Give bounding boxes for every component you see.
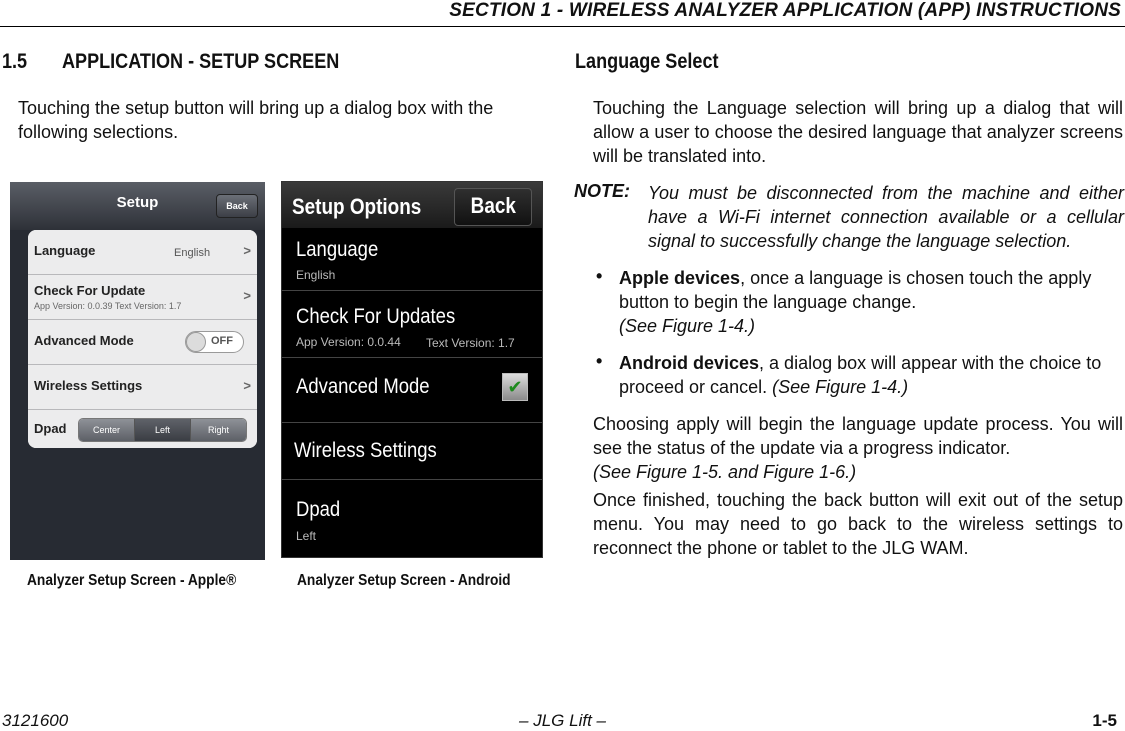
apple-dpad-row — [28, 410, 257, 448]
apple-language-label: Language — [34, 243, 96, 258]
apple-setup-screenshot — [10, 182, 265, 560]
apple-settings-panel — [28, 230, 257, 448]
bullet-apple-bold: Apple devices — [619, 268, 741, 288]
android-update-item[interactable] — [282, 291, 542, 358]
footer-page-number: 1-5 — [1092, 711, 1117, 730]
apple-advanced-toggle[interactable] — [185, 331, 244, 353]
apple-language-row[interactable] — [28, 230, 257, 275]
android-back-label: Back — [470, 193, 516, 218]
apple-back-button[interactable]: Back — [216, 194, 258, 218]
chevron-right-icon: > — [243, 243, 251, 258]
check-icon[interactable]: ✔ — [502, 373, 528, 401]
dpad-option-left[interactable]: Left — [135, 419, 191, 441]
intro-paragraph: Touching the setup button will bring up a dialog box with the following selections. — [18, 98, 494, 142]
note-label: NOTE: — [574, 181, 630, 201]
apple-dpad-segmented-control — [78, 418, 247, 442]
footer-doc-number: 3121600 — [2, 711, 69, 730]
dpad-option-right[interactable]: Right — [191, 419, 246, 441]
android-back-button[interactable] — [454, 188, 532, 226]
toggle-knob — [186, 332, 206, 352]
android-language-item[interactable] — [282, 228, 542, 291]
para2-ref: (See Figure 1-5. and Figure 1-6.) — [593, 462, 857, 482]
android-dpad-value: Left — [296, 529, 317, 543]
apple-update-row[interactable] — [28, 275, 257, 320]
android-text-version: Text Version: 1.7 — [426, 336, 515, 350]
android-wireless-item[interactable] — [282, 423, 542, 480]
android-setup-title: Setup Options — [292, 194, 422, 219]
apple-advanced-label: Advanced Mode — [34, 333, 134, 348]
header-rule — [0, 26, 1125, 27]
section-title: APPLICATION - SETUP SCREEN — [62, 50, 340, 73]
bullet-apple-text: , once a language is chosen touch the apply button to begin the language change. — [619, 268, 1092, 312]
caption-android: Analyzer Setup Screen - Android — [297, 572, 511, 589]
android-dpad-item[interactable] — [282, 480, 542, 557]
android-advanced-item — [282, 358, 542, 423]
bullet-android-bold: Android devices — [619, 353, 760, 373]
chevron-right-icon: > — [243, 378, 251, 393]
section-number: 1.5 — [2, 50, 28, 73]
toggle-state: OFF — [211, 335, 233, 347]
android-update-label: Check For Updates — [296, 305, 456, 328]
note-text: You must be disconnected from the machine and either have a Wi-Fi internet connection available or a cellular signal to successfully change the language selection. — [648, 183, 1124, 251]
android-advanced-label: Advanced Mode — [296, 375, 430, 398]
bullet-dot: • — [596, 266, 603, 286]
apple-update-label: Check For Update — [34, 283, 146, 298]
bullet-android — [619, 351, 1125, 399]
dpad-option-center[interactable]: Center — [79, 419, 135, 441]
language-select-para1: Touching the Language selection will bring up a dialog that will allow a user to choose the desired language that analyzer screens will be translated into. — [593, 98, 1123, 166]
apple-wireless-row[interactable] — [28, 365, 257, 410]
language-select-heading: Language Select — [575, 50, 719, 73]
android-dpad-label: Dpad — [296, 498, 341, 521]
android-wireless-label: Wireless Settings — [294, 439, 437, 462]
bullet-apple-ref: (See Figure 1-4.) — [619, 316, 756, 336]
footer-brand: – JLG Lift – — [519, 711, 606, 730]
caption-apple: Analyzer Setup Screen - Apple® — [27, 572, 237, 589]
para2-text: Choosing apply will begin the language update process. You will see the status of the update via a progress indicator. — [593, 414, 1123, 458]
header-title: SECTION 1 - WIRELESS ANALYZER APPLICATION (APP) INSTRUCTIONS — [449, 0, 1121, 21]
android-setup-screenshot — [281, 181, 543, 558]
android-language-value: English — [296, 268, 336, 282]
bullet-dot: • — [596, 351, 603, 371]
apple-language-value: English — [174, 247, 211, 259]
bullet-android-text: , a dialog box will appear with the choice to proceed or cancel. — [619, 353, 1102, 397]
bullet-android-ref: (See Figure 1-4.) — [772, 377, 909, 397]
android-app-version: App Version: 0.0.44 — [296, 335, 401, 349]
apple-wireless-label: Wireless Settings — [34, 378, 143, 393]
language-select-para3: Once finished, touching the back button will exit out of the setup menu. You may need to go back to the wireless settings to reconnect the phone or tablet to the JLG WAM. — [593, 490, 1123, 558]
bullet-apple — [619, 266, 1125, 338]
apple-dpad-label: Dpad — [34, 421, 67, 436]
apple-setup-title: Setup — [116, 194, 159, 211]
apple-advanced-row — [28, 320, 257, 365]
apple-version-info: App Version: 0.0.39 Text Version: 1.7 — [34, 301, 182, 311]
chevron-right-icon: > — [243, 288, 251, 303]
language-select-para2 — [593, 412, 1123, 484]
android-language-label: Language — [296, 238, 379, 261]
